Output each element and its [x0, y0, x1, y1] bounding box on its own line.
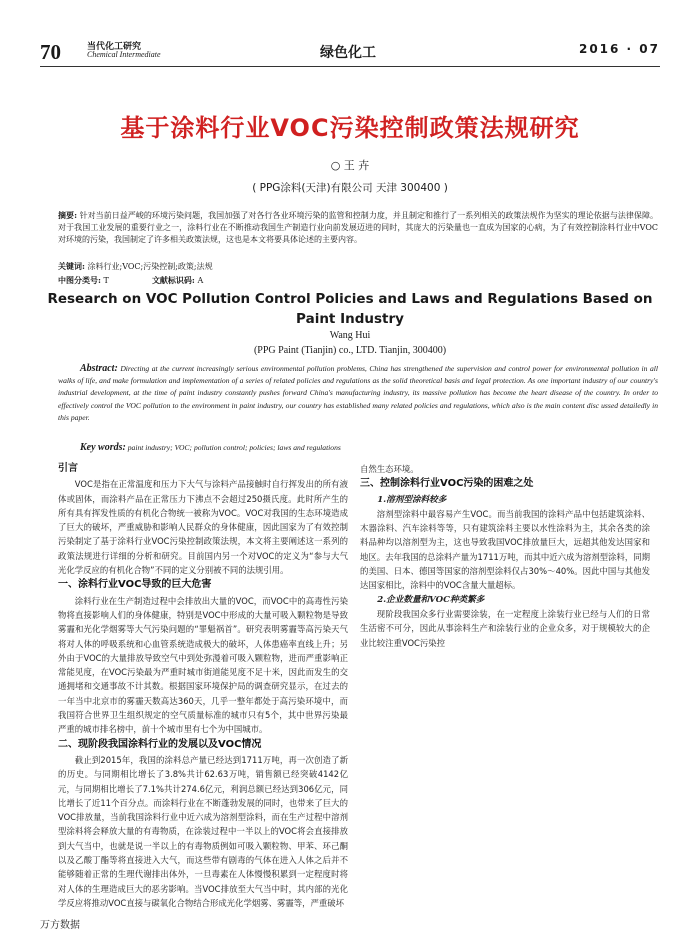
doc-code-value: A: [197, 276, 204, 285]
body-column-left: [58, 462, 348, 910]
section-2-paragraph: 截止到2015年，我国的涂料总产量已经达到1711万吨，再一次创造了新的历史。与同期相比增长了3.8%共计62.63万吨，销售额已经突破4142亿元，与同期相比增长了7.1%共计274.6亿元，利润总额已经达到306亿元，同比增长了近11个百分点。而涂料行业在不断蓬勃发展的同时，也带来了巨大的VOC排放量，当前我国涂料行业中近六成为溶剂型涂料，而在生产过程中溶剂型涂料将会释放大量的有毒物质，在涂装过程中一半以上的VOC将会直接排放到大气当中，也就是说一半以上的有毒物质例如可吸入颗粒物、甲苯、环己酮以及乙酸丁酯等将直接进入大气，而这些带有剧毒的气体在进入人体之后并不能够随着正常的生理代谢排出体外，一旦毒素在人体慢慢积累到一定程度时将对人体的生理造成巨大的恶劣影响。当VOC排放至大气当中时，其内部的光化学反应将推动VOC直接与碳氧化合物结合形成光化学烟雾、雾霾等，严重破坏: [58, 754, 348, 908]
section-3-subheading-1: 1.溶剂型涂料较多: [377, 494, 447, 505]
section-2-heading: 二、现阶段我国涂料行业的发展以及VOC情况: [58, 738, 262, 750]
page-number: 70: [40, 40, 61, 64]
intro-heading: 引言: [58, 463, 78, 474]
section-3-paragraph-1: 溶剂型涂料中最容易产生VOC。而当前我国的涂料产品中包括建筑涂料、木器涂料、汽车涂料等等，只有建筑涂料主要以水性涂料为主，其余各类的涂料品种均以溶剂型为主，这也导致我国VOC排放量巨大，远超其他发达国家和地区。去年我国的总涂料产量为1711万吨，而其中近六成为溶剂型涂料，同期的美国、日本、德国等国家的溶剂型涂料仅占30%～40%。因此中国与其他发达国家相比，涂料中的VOC含量大量超标。: [360, 508, 650, 591]
journal-name-en: Chemical Intermediate: [87, 50, 161, 59]
doc-code-label: 文献标识码:: [151, 275, 195, 285]
abstract-cn-text: 针对当前日益严峻的环境污染问题，我国加强了对各行各业环境污染的监管和控制力度，并且制定和推行了一系列相关的政策法规作为坚实的理论依据与法律保障。对于我国工业发展的重要行业之一，涂料行业在不断推动我国生产制造行业向前发展迈进的同时，其庞大的污染量也一直成为国家的心病，为了有效控制涂料行业中VOC对环境的污染，我国制定了许多相关政策法规，这也是本文将要具体论述的主要内容。: [58, 211, 659, 244]
section-3-paragraph-2: 现阶段我国众多行业需要涂装，在一定程度上涂装行业已经与人们的日常生活密不可分，因此从事涂料生产和涂装行业的企业众多，对于规模较大的企业比较注重VOC污染控: [360, 608, 650, 648]
abstract-en-text: Directing at the current increasingly serious environmental pollution problems, China has strengthened the supervision and control power for environmental pollution in all walks of life, and make formulation and implementation of a series of related policies and regulations as the solid theoretical basis and legal protection. As one important industry of our country's industrial development, at the time of paint industry constantly pushes forward China's manufacturing industry, its massive pollution has become the heart disease of the country. In order to effectively control the VOC pollution to the environment in paint industry, our country has established many related policies and regulations, which also is the main content disc ussed detailedly in this paper.: [58, 364, 658, 422]
journal-name-cn: 当代化工研究: [87, 42, 142, 52]
section-1-heading: 一、涂料行业VOC导致的巨大危害: [58, 579, 212, 591]
keywords-en-label: Key words:: [80, 442, 126, 453]
section-3-subheading-2: 2.企业数量和VOC种类繁多: [377, 594, 485, 605]
keywords-cn: [58, 261, 658, 272]
author-cn: ○ 王 卉: [330, 159, 370, 172]
class-value: T: [103, 276, 109, 285]
class-label: 中图分类号:: [58, 275, 101, 285]
body-column-right: [360, 462, 650, 650]
header-divider: [40, 66, 660, 67]
footer-source: 万方数据: [40, 920, 80, 931]
affiliation-en: (PPG Paint (Tianjin) co., LTD. Tianjin, 300400): [253, 345, 447, 356]
section-3-heading: 三、控制涂料行业VOC污染的困难之处: [360, 478, 534, 490]
abstract-en-label: Abstract:: [80, 363, 118, 374]
affiliation-cn: ( PPG涂料(天津)有限公司 天津 300400 ): [252, 182, 448, 194]
abstract-cn: [58, 209, 658, 246]
classification-line: [58, 275, 658, 286]
page-header: [40, 34, 660, 68]
abstract-cn-label: 摘要:: [58, 210, 78, 220]
section-1-paragraph: 涂料行业在生产制造过程中会排放出大量的VOC，而VOC中的高毒性污染物将直接影响人们的身体健康，特别是VOC中形成的大量可吸入颗粒物是导致雾霾和光化学烟雾等大气污染问题的“罪魁祸首”。研究表明雾霾等高污染天气将对人体的呼吸系统和心血管系统造成极大的破坏，人体患癌率直线上升；另外由于VOC的大量排放导致空气中到处弥漫着可吸入颗粒物，进而严重影响正常能见度，在VOC污染最为严重时城市街道能见度不足十米，因此而发生的交通拥堵和交通事故不计其数。根据国家环境保护局的调查研究显示，在过去的一年当中北京市的雾霾天数高达360天，几乎一整年都处于高污染环境中，而我国符合世界卫生组织规定的空气质量标准的城市只有5个，其中世界污染最严重的城市排名榜中，前十个城市里有七个为中国城市。: [58, 595, 348, 735]
author-en: Wang Hui: [329, 330, 371, 341]
article-title-cn: 基于涂料行业VOC污染控制政策法规研究: [120, 114, 580, 142]
column-name: 绿色化工: [320, 45, 376, 61]
keywords-en-text: paint industry; VOC; pollution control; policies; laws and regulations: [127, 443, 341, 452]
keywords-en: [80, 442, 660, 453]
issue-label: 2016 · 07: [578, 42, 660, 56]
section-2-paragraph-continued: 自然生态环境。: [360, 464, 419, 474]
intro-paragraph: VOC是指在正常温度和压力下大气与涂料产品接触时自行挥发出的所有液体或固体，而涂料产品在正常压力下沸点不会超过250摄氏度。此时所产生的所有具有挥发性质的有机化合物统一被称为VOC。VOC对我国的生态环境造成了巨大的破坏，严重威胁和影响人民群众的身体健康，因此国家为了有效控制污染制定了基于涂料行业VOC污染控制政策法规，本文将主要阐述这一系列的政策法规进行详细的分析和研究。目前国内另一个对VOC的定义为“参与大气光化学反应的有机化合物”不同的定义分别被不同的法规引用。: [58, 479, 348, 576]
keywords-cn-text: 涂料行业;VOC;污染控制;政策;法规: [87, 262, 213, 271]
keywords-cn-label: 关键词:: [58, 261, 85, 271]
article-title-en: Research on VOC Pollution Control Policies and Laws and Regulations Based on Paint Industry: [47, 291, 653, 327]
abstract-en: [58, 363, 658, 424]
